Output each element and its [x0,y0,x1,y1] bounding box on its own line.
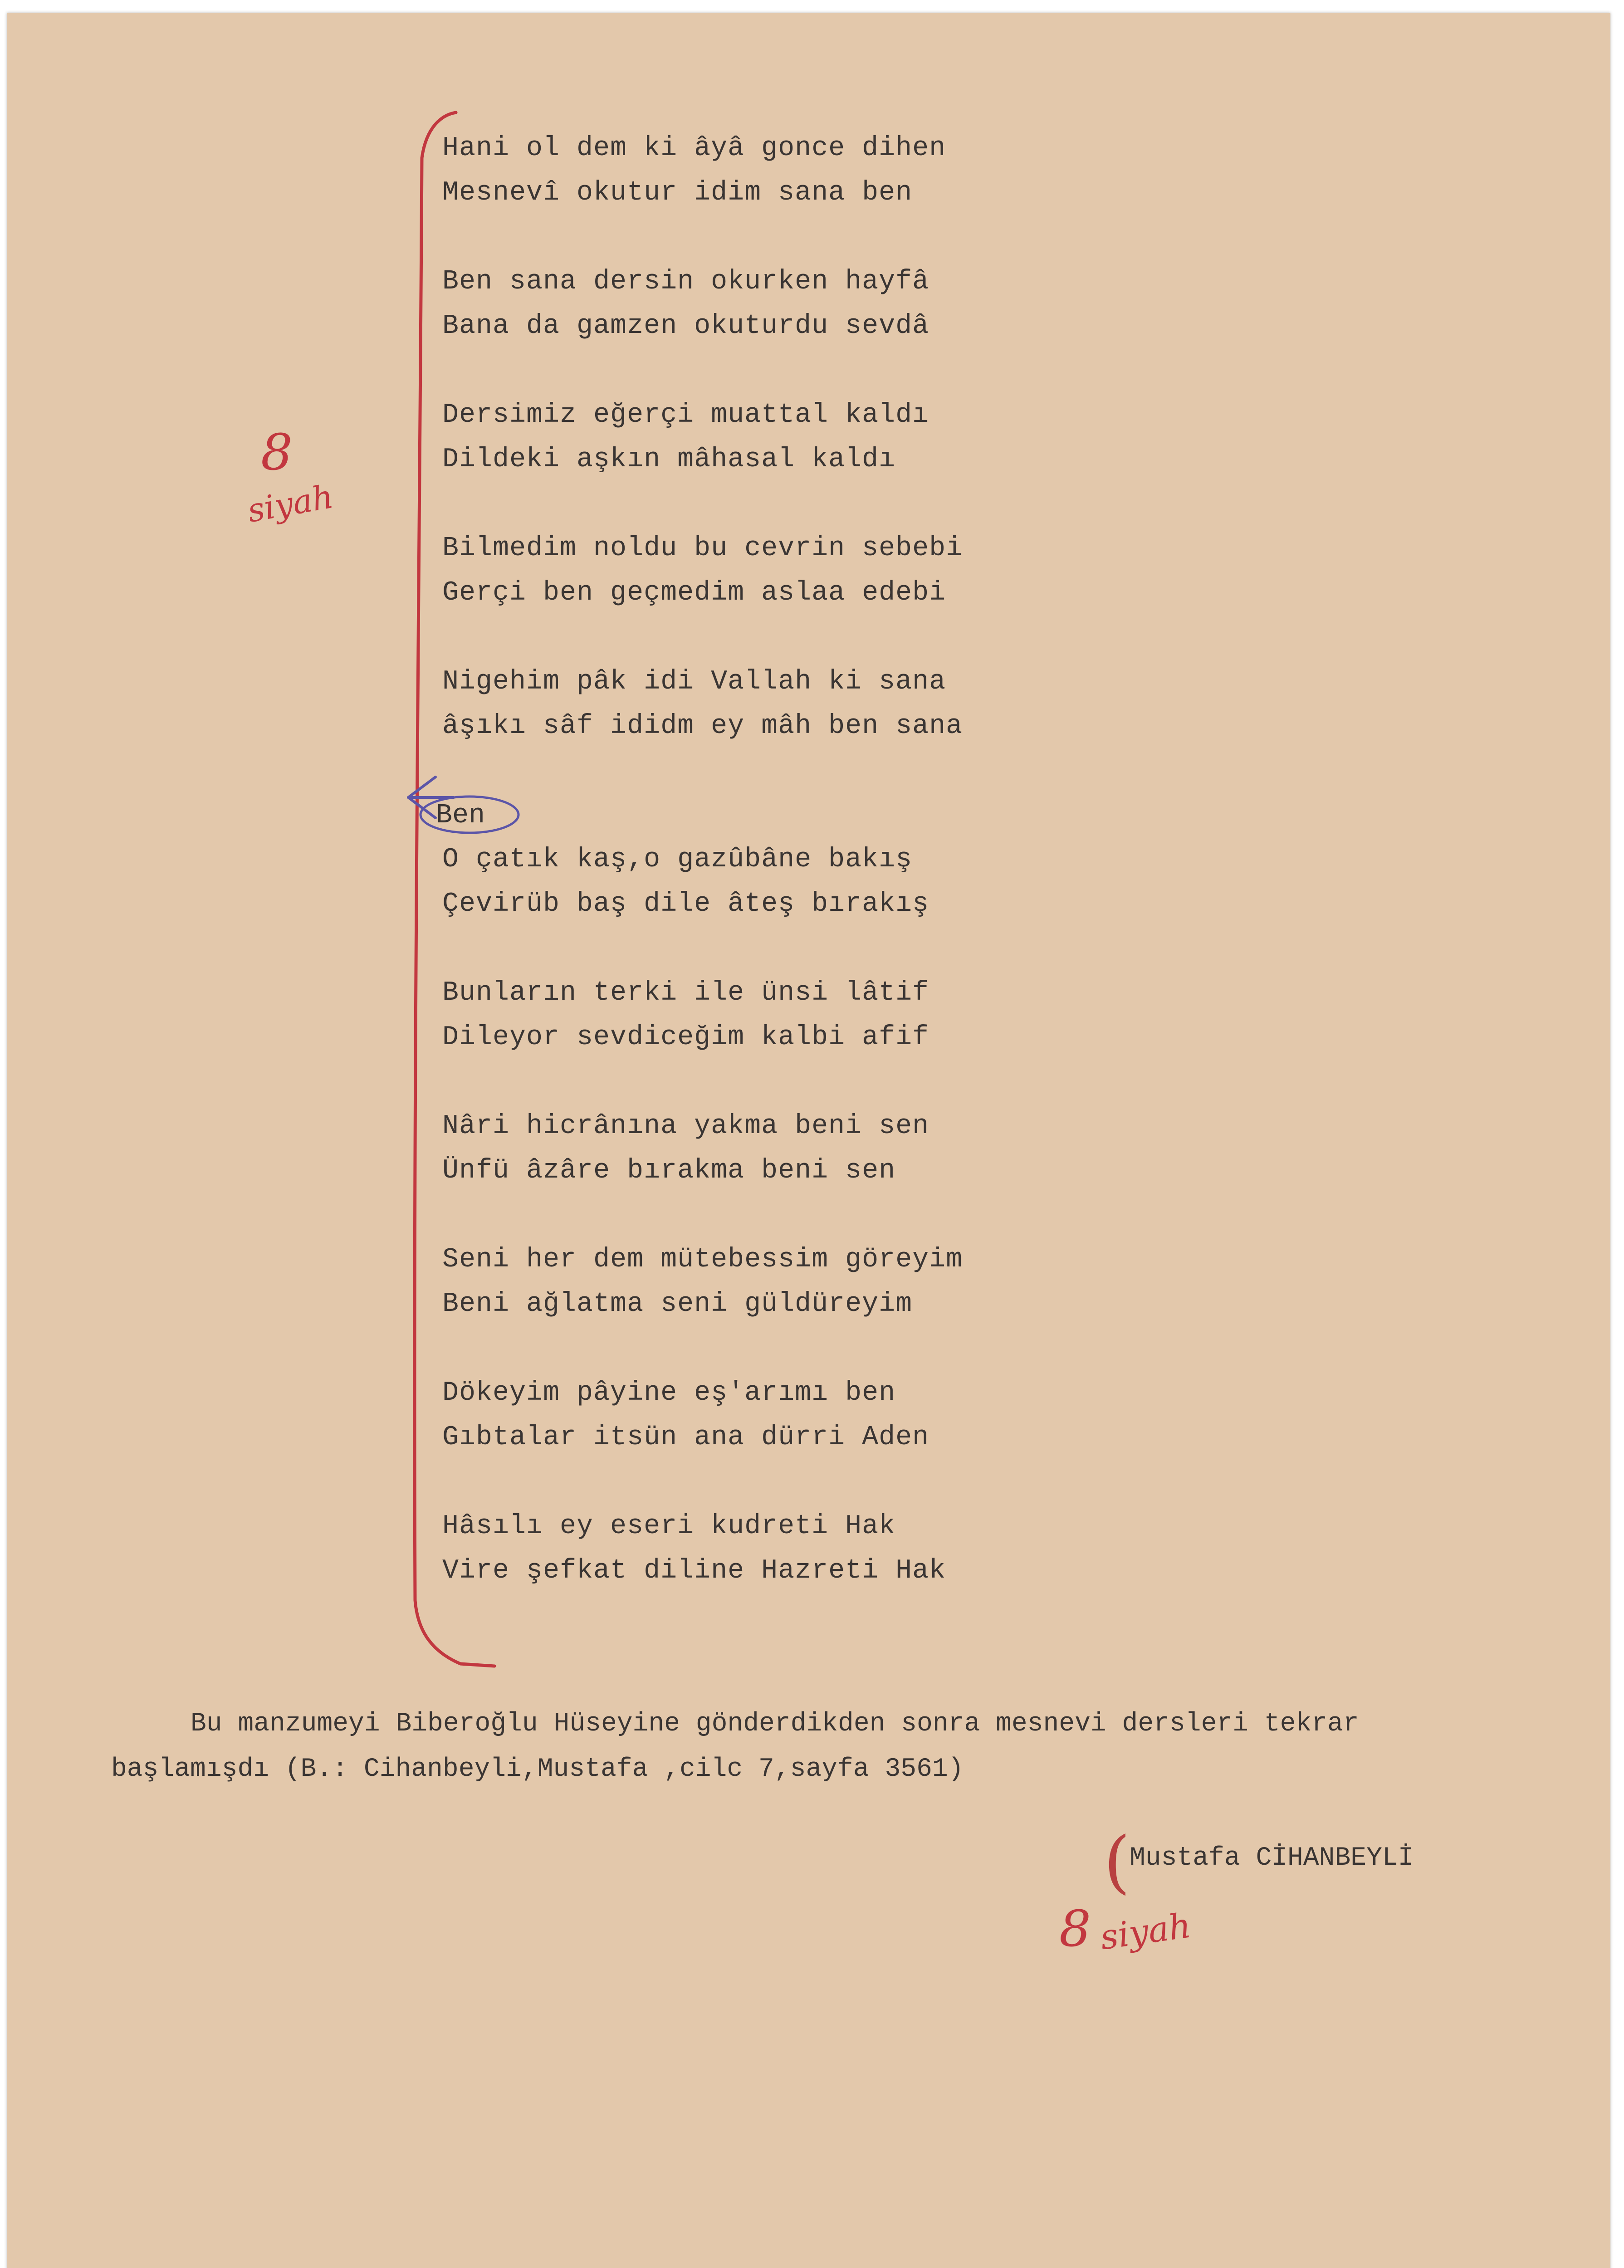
poem-line: Dersimiz eğerçi muattal kaldı [442,400,929,430]
document-page [7,13,1610,2268]
signature-bracket: ( [1104,1823,1130,1901]
poem-line: Beni ağlatma seni güldüreyim [442,1289,913,1320]
poem-line: O çatık kaş,o gazûbâne bakış [442,844,913,875]
poem-line: Seni her dem mütebessim göreyim [442,1244,963,1275]
poem-line: Dökeyim pâyine eş'arımı ben [442,1378,896,1408]
signature-note-number: 8 [1059,1900,1091,1958]
poem-line: Bana da gamzen okuturdu sevdâ [442,311,929,342]
stanza [442,1104,1077,1193]
stanza [442,971,1077,1060]
poem-line: Ben sana dersin okurken hayfâ [442,266,929,297]
poem-line: Gıbtalar itsün ana dürri Aden [442,1422,929,1453]
stanza [442,393,1077,482]
signature-note-word: siyah [1097,1905,1194,1958]
poem-line: Bunların terki ile ünsi lâtif [442,978,929,1008]
poem-line: Gerçi ben geçmedim aslaa edebi [442,577,946,608]
poem-line: Vire şefkat diline Hazreti Hak [442,1555,946,1586]
author-signature: Mustafa CİHANBEYLİ [1130,1843,1414,1873]
poem-line: Hani ol dem ki âyâ gonce dihen [442,133,946,164]
stanza [442,1504,1077,1593]
poem-line: Dildeki aşkın mâhasal kaldı [442,444,896,475]
poem-line: Çevirüb baş dile âteş bırakış [442,889,929,919]
stanza [442,660,1077,748]
poem-line: Dileyor sevdiceğim kalbi afif [442,1022,929,1053]
poem-line: Nâri hicrânına yakma beni sen [442,1111,929,1142]
stanza [442,1237,1077,1326]
poem-line: Hâsılı ey eseri kudreti Hak [442,1511,896,1542]
stanza [442,526,1077,615]
poem-line: Nigehim pâk idi Vallah ki sana [442,666,946,697]
stanza [442,126,1077,215]
margin-note-number: 8 [261,423,293,481]
closing-note [111,1701,1563,1792]
correction-word: Ben [436,800,485,831]
stanza [442,1371,1077,1460]
poem-line: Ünfü âzâre bırakma beni sen [442,1155,896,1186]
poem-line: Mesnevî okutur idim sana ben [442,177,913,208]
stanza [442,259,1077,348]
closing-note-line: başlamışdı (B.: Cihanbeyli,Mustafa ,cilc 7,sayfa 3561) [111,1755,964,1784]
poem-line: âşıkı sâf ididm ey mâh ben sana [442,711,963,742]
margin-note-word: siyah [245,477,336,530]
stanza [442,837,1077,926]
closing-note-line: Bu manzumeyi Biberoğlu Hüseyine gönderdikden sonra mesnevi dersleri tekrar [191,1709,1359,1739]
poem-body [442,126,1077,1637]
poem-line: Bilmedim noldu bu cevrin sebebi [442,533,963,564]
